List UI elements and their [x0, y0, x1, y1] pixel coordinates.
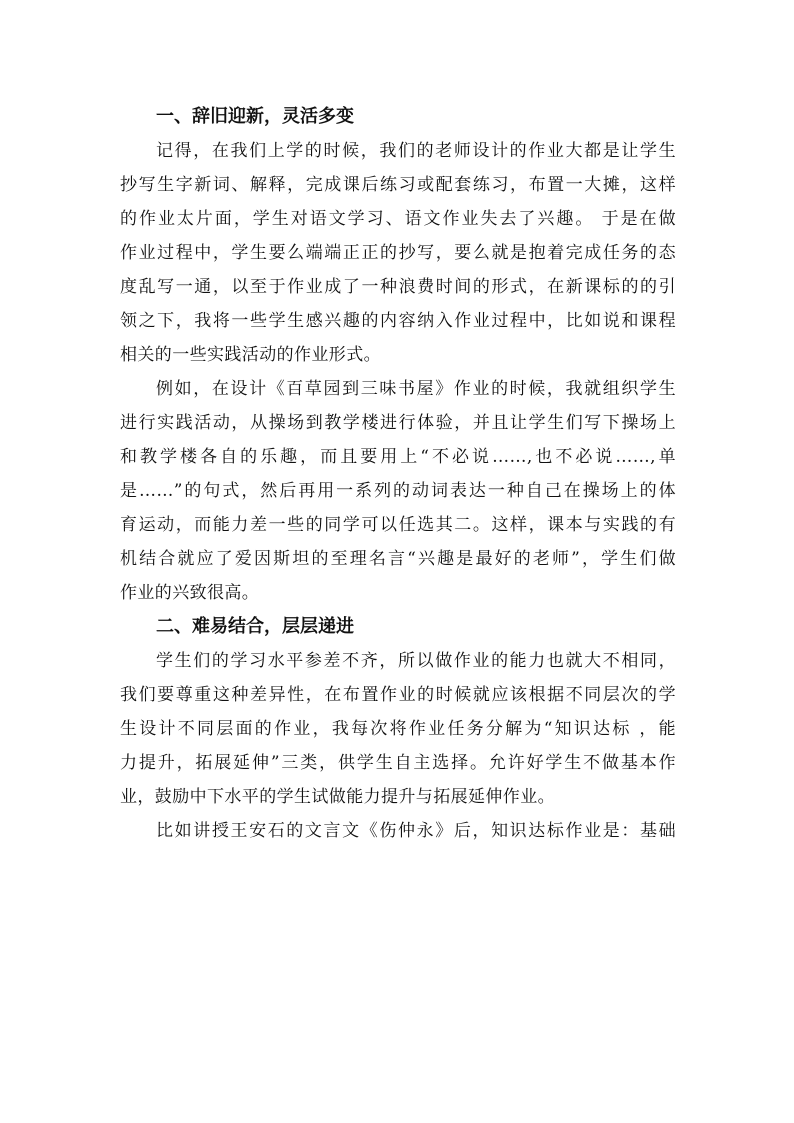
section-heading-2: 二、难易结合，层层递进: [156, 616, 354, 637]
text-line: 进行实践活动，从操场到教学楼进行体验，并且让学生们写下操场上: [120, 413, 676, 433]
text-line: 业，鼓励中下水平的学生试做能力提升与拓展延伸作业。: [120, 787, 555, 807]
text-line: 作业的兴致很高。: [120, 583, 260, 603]
text-line: 记得，在我们上学的时候，我们的老师设计的作业大都是让学生: [156, 141, 676, 161]
text-line: 学生们的学习水平参差不齐，所以做作业的能力也就大不相同，: [156, 651, 676, 671]
text-line: 的作业太片面，学生对语文学习、语文作业失去了兴趣。 于是在做: [120, 209, 676, 229]
text-line: 例如，在设计《百草园到三味书屋》作业的时候，我就组织学生: [156, 379, 676, 399]
text-line: 领之下，我将一些学生感兴趣的内容纳入作业过程中，比如说和课程: [120, 311, 676, 331]
section-heading-1: 一、辞旧迎新，灵活多变: [156, 106, 354, 127]
paragraph-example: [120, 372, 676, 610]
paragraph-levels: [120, 644, 676, 814]
text-line: 育运动，而能力差一些的同学可以任选其二。这样，课本与实践的有: [120, 515, 676, 535]
paragraph-wang-anshi: [120, 814, 676, 848]
text-line: 力提升，拓展延伸”三类，供学生自主选择。允许好学生不做基本作: [120, 753, 676, 773]
text-line: 相关的一些实践活动的作业形式。: [120, 345, 381, 365]
document-body: [120, 100, 676, 848]
paragraph-memory: [120, 134, 676, 372]
text-line: 和教学楼各自的乐趣，而且要用上“不必说……,也不必说……,单: [120, 447, 676, 467]
text-line: 抄写生字新词、解释，完成课后练习或配套练习，布置一大摊，这样: [120, 175, 676, 195]
text-line: 比如讲授王安石的文言文《伤仲永》后，知识达标作业是：基础: [156, 821, 676, 841]
text-line: 度乱写一通，以至于作业成了一种浪费时间的形式，在新课标的的引: [120, 277, 676, 297]
text-line: 是……”的句式，然后再用一系列的动词表达一种自己在操场上的体: [120, 481, 676, 501]
text-line: 我们要尊重这种差异性，在布置作业的时候就应该根据不同层次的学: [120, 685, 676, 705]
text-line: 机结合就应了爱因斯坦的至理名言“兴趣是最好的老师”，学生们做: [120, 549, 676, 569]
text-line: 生设计不同层面的作业，我每次将作业任务分解为“知识达标 ，能: [120, 719, 676, 739]
text-line: 作业过程中，学生要么端端正正的抄写，要么就是抱着完成任务的态: [120, 243, 676, 263]
